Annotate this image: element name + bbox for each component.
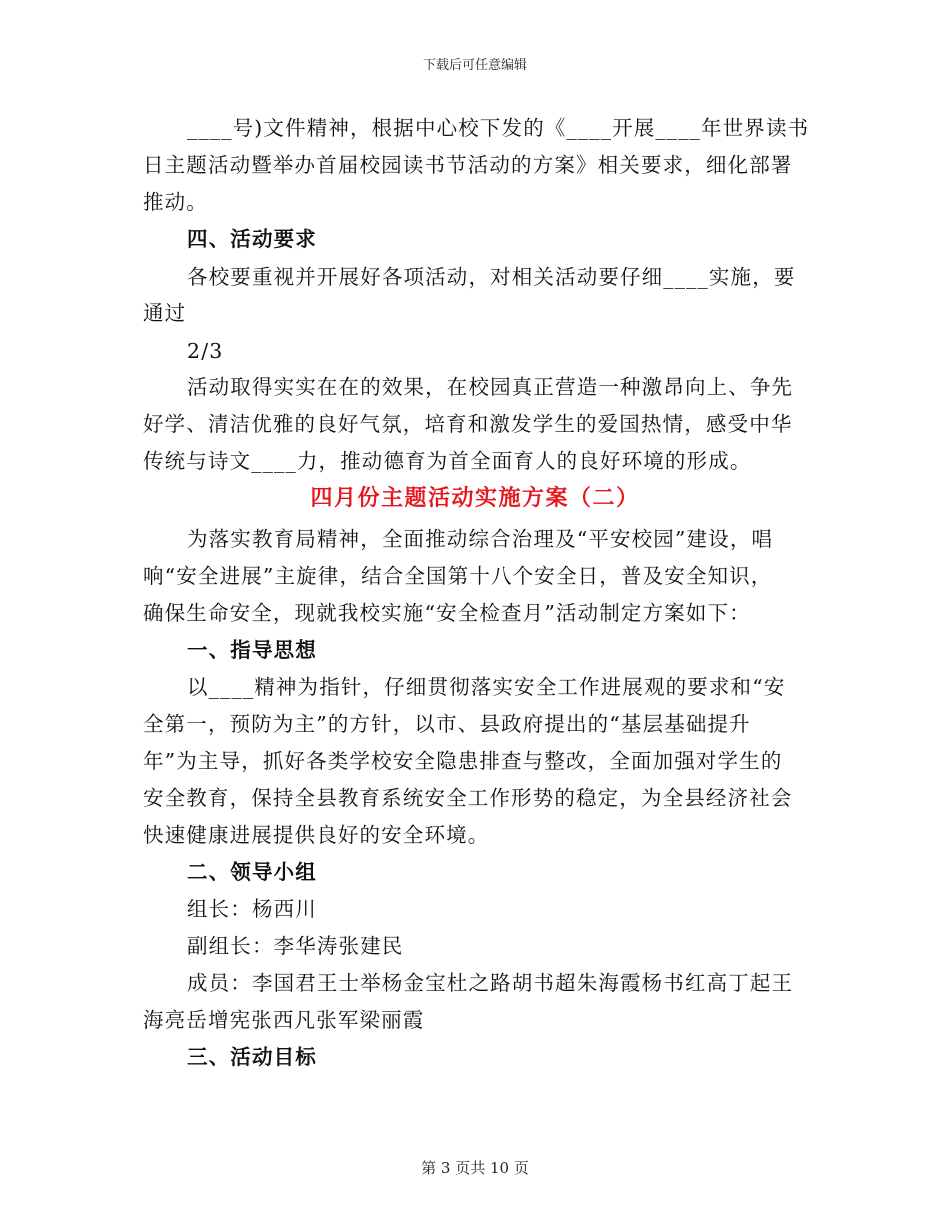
paragraph-line: 传统与诗文____力，推动德育为首全面育人的良好环境的形成。 xyxy=(143,449,752,473)
page-header: 下载后可任意编辑 xyxy=(422,58,527,73)
paragraph-line: 快速健康进展提供良好的安全环境。 xyxy=(143,823,490,847)
paragraph-line: 全第一，预防为主”的方针，以市、县政府提出的“基层基础提升 xyxy=(143,712,751,736)
section-heading: 三、活动目标 xyxy=(187,1045,317,1069)
paragraph-line: 各校要重视并开展好各项活动，对相关活动要仔细____实施，要 xyxy=(187,265,796,289)
paragraph-line: 海亮岳增宪张西凡张军梁丽霞 xyxy=(143,1008,425,1032)
paragraph-line: 成员：李国君王士举杨金宝杜之路胡书超朱海霞杨书红高丁起王 xyxy=(187,971,794,995)
paragraph-line: 组长：杨西川 xyxy=(187,897,317,921)
paragraph-line: 副组长：李华涛张建民 xyxy=(187,934,404,958)
paragraph-line: 日主题活动暨举办首届校园读书节活动的方案》相关要求，细化部署 xyxy=(143,153,793,177)
paragraph-line: 好学、清洁优雅的良好气氛，培育和激发学生的爱国热情，感受中华 xyxy=(143,412,793,436)
paragraph-line: 为落实教育局精神，全面推动综合治理及“平安校园”建设，唱 xyxy=(187,527,774,551)
paragraph-line: 年”为主导，抓好各类学校安全隐患排查与整改，全面加强对学生的 xyxy=(143,749,783,773)
section-heading: 二、领导小组 xyxy=(187,860,317,884)
paragraph-line: 通过 xyxy=(143,301,187,325)
page-fraction: 2/3 xyxy=(187,339,224,363)
paragraph-line: 以____精神为指针，仔细贯彻落实安全工作进展观的要求和“安 xyxy=(187,675,786,699)
section-heading: 四、活动要求 xyxy=(187,227,317,251)
page-footer: 第 3 页共 10 页 xyxy=(421,1159,529,1177)
document-title: 四月份主题活动实施方案（二） xyxy=(310,485,640,511)
paragraph-line: 安全教育，保持全县教育系统安全工作形势的稳定，为全县经济社会 xyxy=(143,786,793,810)
section-heading: 一、指导思想 xyxy=(187,638,317,662)
paragraph-line: 推动。 xyxy=(143,190,208,214)
paragraph-line: 确保生命安全，现就我校实施“安全检查月”活动制定方案如下： xyxy=(143,601,751,625)
paragraph-line: 响“安全进展”主旋律，结合全国第十八个安全日，普及安全知识， xyxy=(143,564,773,588)
paragraph-line: 活动取得实实在在的效果，在校园真正营造一种激昂向上、争先 xyxy=(187,375,794,399)
paragraph-line: ____号)文件精神，根据中心校下发的《____开展____年世界读书 xyxy=(187,116,810,140)
